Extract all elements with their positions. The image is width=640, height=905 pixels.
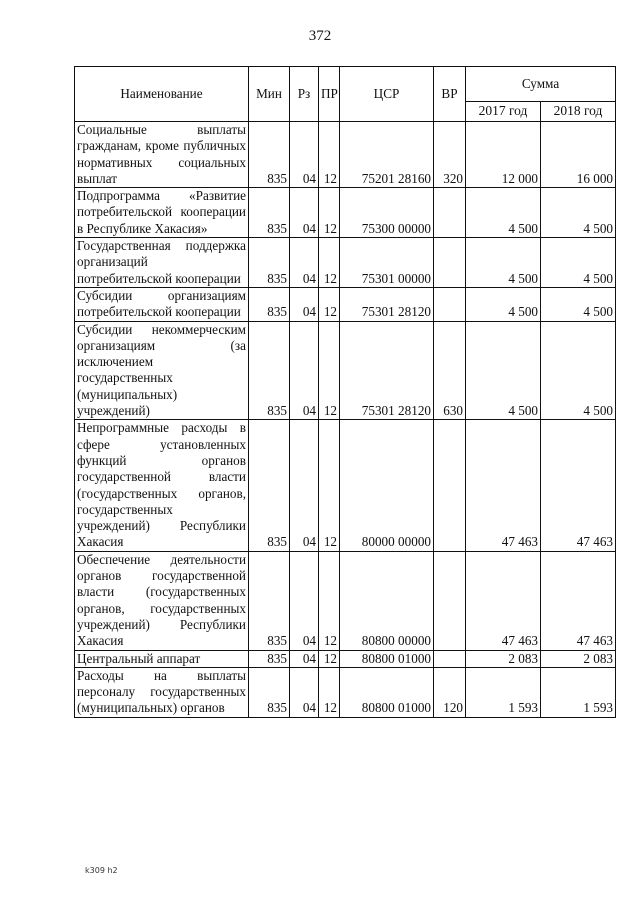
row-name: Непрограммные расходы в сфере установленных функций органов государственной власти (государственных органов, государственных учреждений) Республики Хакасия	[75, 420, 249, 551]
row-sum-2017: 4 500	[466, 238, 541, 288]
row-csr: 80000 00000	[340, 420, 434, 551]
row-vr: 630	[434, 321, 466, 420]
row-pr: 12	[319, 122, 340, 188]
table-body	[75, 122, 616, 718]
row-min: 835	[249, 321, 290, 420]
row-vr	[434, 420, 466, 551]
header-rz: Рз	[290, 67, 319, 122]
row-csr: 80800 01000	[340, 667, 434, 717]
row-name: Социальные выплаты гражданам, кроме публичных нормативных социальных выплат	[75, 122, 249, 188]
table-row	[75, 287, 616, 321]
row-csr: 80800 01000	[340, 650, 434, 667]
table-row	[75, 321, 616, 420]
table-row	[75, 650, 616, 667]
header-sum: Сумма	[466, 67, 616, 102]
page-number: 372	[308, 28, 332, 44]
table-row	[75, 122, 616, 188]
row-sum-2018: 47 463	[541, 420, 616, 551]
row-vr	[434, 238, 466, 288]
row-sum-2018: 47 463	[541, 551, 616, 650]
header-pr: ПР	[319, 67, 340, 122]
row-vr: 320	[434, 122, 466, 188]
row-min: 835	[249, 551, 290, 650]
budget-table	[74, 66, 616, 718]
row-min: 835	[249, 287, 290, 321]
row-min: 835	[249, 122, 290, 188]
row-name: Субсидии организациям потребительской кооперации	[75, 287, 249, 321]
row-pr: 12	[319, 420, 340, 551]
row-rz: 04	[290, 650, 319, 667]
header-year-2018: 2018 год	[541, 102, 616, 122]
row-sum-2017: 1 593	[466, 667, 541, 717]
row-name: Центральный аппарат	[75, 650, 249, 667]
row-pr: 12	[319, 188, 340, 238]
row-sum-2017: 4 500	[466, 188, 541, 238]
row-vr	[434, 188, 466, 238]
row-sum-2017: 2 083	[466, 650, 541, 667]
row-rz: 04	[290, 122, 319, 188]
row-name: Расходы на выплаты персоналу государственных (муниципальных) органов	[75, 667, 249, 717]
row-vr	[434, 551, 466, 650]
row-sum-2018: 16 000	[541, 122, 616, 188]
row-min: 835	[249, 238, 290, 288]
row-sum-2018: 4 500	[541, 188, 616, 238]
table-row	[75, 238, 616, 288]
table-row	[75, 551, 616, 650]
row-sum-2018: 4 500	[541, 321, 616, 420]
row-pr: 12	[319, 551, 340, 650]
row-rz: 04	[290, 287, 319, 321]
row-sum-2017: 12 000	[466, 122, 541, 188]
row-sum-2017: 4 500	[466, 287, 541, 321]
header-min: Мин	[249, 67, 290, 122]
row-pr: 12	[319, 650, 340, 667]
row-rz: 04	[290, 667, 319, 717]
row-sum-2018: 2 083	[541, 650, 616, 667]
row-csr: 75301 00000	[340, 238, 434, 288]
row-sum-2017: 47 463	[466, 420, 541, 551]
row-pr: 12	[319, 321, 340, 420]
row-csr: 80800 00000	[340, 551, 434, 650]
row-name: Подпрограмма «Развитие потребительской кооперации в Республике Хакасия»	[75, 188, 249, 238]
row-vr: 120	[434, 667, 466, 717]
header-year-2017: 2017 год	[466, 102, 541, 122]
row-sum-2018: 4 500	[541, 287, 616, 321]
row-pr: 12	[319, 287, 340, 321]
row-rz: 04	[290, 551, 319, 650]
row-sum-2018: 4 500	[541, 238, 616, 288]
row-name: Обеспечение деятельности органов государственной власти (государственных органов, государственных учреждений) Республики Хакасия	[75, 551, 249, 650]
row-rz: 04	[290, 321, 319, 420]
row-sum-2018: 1 593	[541, 667, 616, 717]
row-pr: 12	[319, 238, 340, 288]
table-row	[75, 188, 616, 238]
header-name: Наименование	[75, 67, 249, 122]
footer-code: k309 h2	[85, 866, 118, 875]
row-csr: 75300 00000	[340, 188, 434, 238]
row-vr	[434, 650, 466, 667]
row-rz: 04	[290, 238, 319, 288]
row-name: Государственная поддержка организаций потребительской кооперации	[75, 238, 249, 288]
row-pr: 12	[319, 667, 340, 717]
row-min: 835	[249, 420, 290, 551]
row-vr	[434, 287, 466, 321]
row-min: 835	[249, 188, 290, 238]
row-name: Субсидии некоммерческим организациям (за исключением государственных (муниципальных) учреждений)	[75, 321, 249, 420]
row-sum-2017: 4 500	[466, 321, 541, 420]
table-header	[75, 67, 616, 122]
row-sum-2017: 47 463	[466, 551, 541, 650]
header-vr: ВР	[434, 67, 466, 122]
row-csr: 75201 28160	[340, 122, 434, 188]
header-csr: ЦСР	[340, 67, 434, 122]
row-min: 835	[249, 650, 290, 667]
row-min: 835	[249, 667, 290, 717]
row-csr: 75301 28120	[340, 287, 434, 321]
table-row	[75, 420, 616, 551]
row-rz: 04	[290, 188, 319, 238]
table-row	[75, 667, 616, 717]
row-rz: 04	[290, 420, 319, 551]
row-csr: 75301 28120	[340, 321, 434, 420]
